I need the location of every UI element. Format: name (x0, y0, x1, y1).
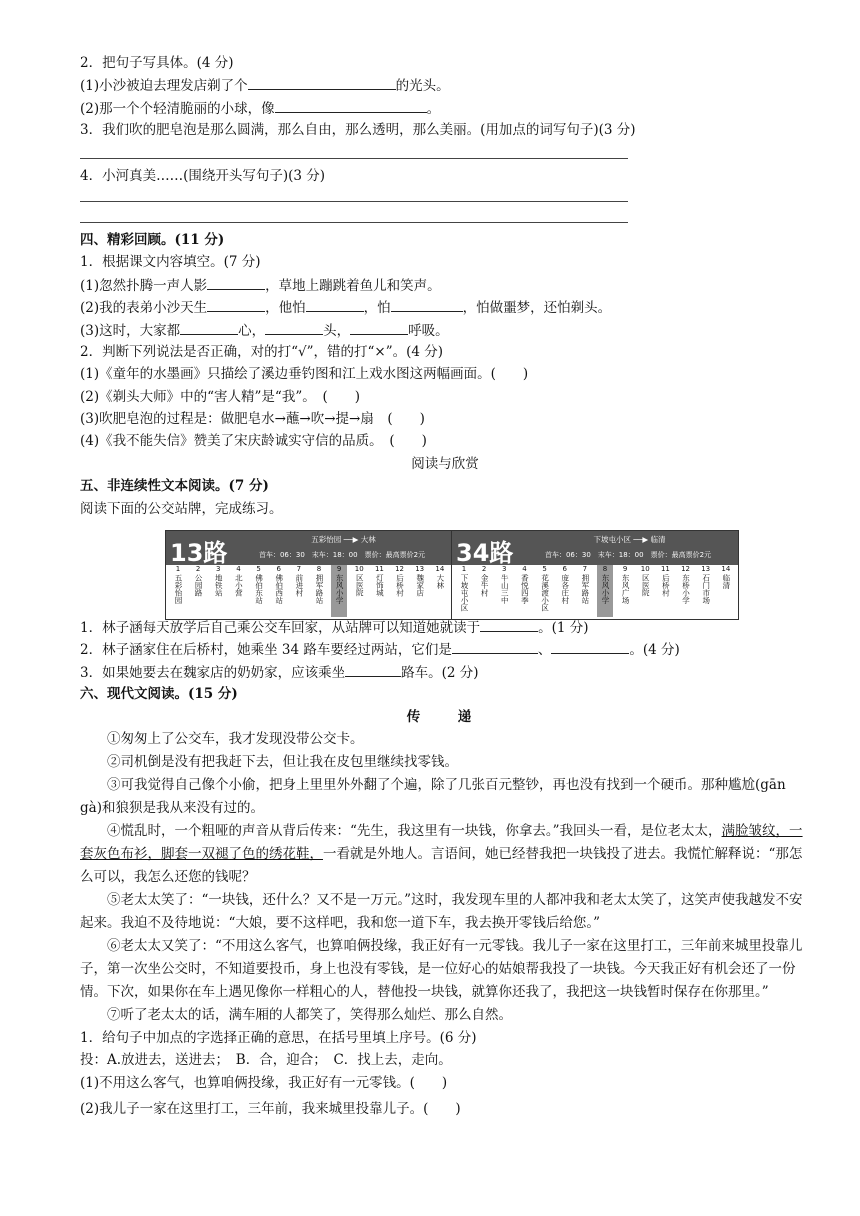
paragraph-7: ⑦听了老太太的话，满车厢的人都笑了，笑得那么灿烂、那么自然。 (107, 1006, 512, 1023)
bus-stop (617, 565, 633, 617)
stop-name: 香悦四季 (520, 574, 530, 604)
q2-s1-prefix: (1)小沙被迫去理发店剃了个 (80, 78, 248, 95)
stop-name: 东风广场 (621, 574, 631, 604)
stop-name: 前进村 (294, 574, 304, 597)
bus-stop (698, 565, 714, 617)
stop-name: 佛伯西站 (274, 574, 284, 604)
stop-name: 佛伯东站 (254, 574, 264, 604)
s4-q2: 2．判断下列说法是否正确，对的打“√”，错的打“×”。(4 分) (80, 343, 444, 360)
bus-stop (678, 565, 694, 617)
paragraph-4 (80, 820, 810, 889)
q2-s2-suffix: 。 (426, 100, 441, 117)
bus-stop (351, 565, 367, 617)
judge-2[interactable]: (2)《剃头大师》中的“害人精”是“我”。 ( ) (80, 388, 361, 405)
stop-name: 金牛村 (480, 574, 490, 597)
answer-blank[interactable] (180, 319, 238, 335)
stop-number: 6 (562, 565, 567, 573)
stop-number: 5 (256, 565, 261, 573)
stop-list (456, 565, 734, 617)
s6-options: 投：A.放进去，送进去； B．合，迎合； C．找上去，走向。 (80, 1052, 452, 1069)
q-text: 1．林子涵每天放学后自己乘公交车回家，从站牌可以知道她就读于 (80, 620, 481, 637)
judge-4[interactable]: (4)《我不能失信》赞美了宋庆龄诚实守信的品质。 ( ) (80, 433, 427, 450)
bus-stop (657, 565, 673, 617)
stop-name: 石门市场 (701, 574, 711, 604)
fill-text: ，怕 (363, 300, 391, 317)
answer-blank[interactable] (275, 97, 427, 113)
q-text: 3．如果她要去在魏家店的奶奶家，应该乘坐 (80, 664, 346, 681)
bus-stop (371, 565, 387, 617)
route-info: 首车：06：30 末车：18：00 票价：最高票价2元 (544, 551, 712, 559)
stop-number: 8 (316, 565, 322, 573)
stop-name: 拥军路站 (314, 574, 324, 604)
s4-fill-3 (80, 319, 810, 341)
stop-name: 拥军路站 (580, 574, 590, 604)
bus-board-34 (451, 530, 739, 620)
board-header (166, 531, 452, 565)
fill-text: ，草地上蹦跳着鱼儿和笑声。 (265, 277, 441, 294)
fill-text: (2)我的表弟小沙天生 (80, 300, 208, 317)
stop-number: 6 (276, 565, 281, 573)
stop-name: 东桥小学 (681, 574, 691, 604)
q2-sentence-1 (80, 74, 810, 96)
q-text: 。(4 分) (629, 642, 680, 659)
stop-number: 14 (721, 565, 731, 573)
fill-text: 心， (238, 322, 266, 339)
s5-q3 (80, 661, 810, 683)
answer-blank[interactable] (207, 274, 265, 290)
stop-name: 后桥村 (395, 574, 405, 597)
stop-number: 2 (481, 565, 487, 573)
stop-number: 7 (296, 565, 302, 573)
stop-number: 4 (236, 565, 241, 573)
bus-stop (496, 565, 512, 617)
route-number: 13路 (170, 539, 228, 567)
answer-line[interactable] (80, 142, 628, 159)
bus-stop (537, 565, 553, 617)
s4-q1: 1．根据课文内容填空。(7 分) (80, 254, 261, 271)
q-text: 路车。(2 分) (401, 664, 479, 681)
bus-stop (331, 565, 347, 617)
s4-fill-2 (80, 296, 810, 318)
bus-stop (392, 565, 408, 617)
q2-s2-prefix: (2)那一个个轻清脆丽的小球，像 (80, 100, 275, 117)
stop-name: 下坡屯小区 (460, 574, 469, 612)
answer-blank[interactable] (391, 296, 463, 312)
bus-stop (577, 565, 593, 617)
stop-name: 地铁站 (214, 574, 224, 597)
answer-blank[interactable] (551, 638, 629, 654)
stop-list (170, 565, 448, 617)
bus-stop (311, 565, 327, 617)
stop-name: 东风小学 (600, 574, 610, 604)
q3-title: 3．我们吹的肥皂泡是那么圆满，那么自由，那么透明，那么美丽。(用加点的词写句子)(3 分) (80, 122, 636, 139)
paragraph-3: ③可我觉得自己像个小偷，把身上里里外外翻了个遍，除了几张百元整钞，再也没有找到一个硬币。那种尴尬(gān gà)和狼狈是我从来没有过的。 (80, 776, 800, 816)
bus-stop (291, 565, 307, 617)
stop-name: 区医院 (641, 574, 651, 597)
bus-stop-boards (165, 530, 765, 620)
stop-number: 1 (461, 565, 467, 573)
bus-stop (718, 565, 734, 617)
stop-number: 1 (175, 565, 181, 573)
stop-name: 大林 (435, 574, 445, 589)
answer-blank[interactable] (452, 638, 538, 654)
bus-stop (170, 565, 186, 617)
bus-stop (230, 565, 246, 617)
stop-name: 临清 (721, 574, 731, 589)
stop-name: 魏家店 (415, 574, 425, 597)
stop-number: 10 (640, 565, 650, 573)
stop-number: 9 (622, 565, 628, 573)
stop-number: 3 (216, 565, 221, 573)
answer-blank[interactable] (265, 319, 323, 335)
stop-number: 9 (336, 565, 342, 573)
answer-line[interactable] (80, 187, 628, 202)
stop-number: 14 (435, 565, 445, 573)
story-title: 传 递 (406, 708, 484, 725)
stop-number: 3 (502, 565, 507, 573)
q2-s1-suffix: 的光头。 (395, 78, 450, 95)
stop-name: 后桥村 (661, 574, 671, 597)
bus-stop (251, 565, 267, 617)
stop-number: 10 (354, 565, 364, 573)
bus-stop (271, 565, 287, 617)
bus-stop (412, 565, 428, 617)
stop-name: 五彩怡园 (174, 574, 183, 604)
route-direction: 下坡屯小区 ──▶ 临清 (593, 535, 666, 544)
stop-number: 11 (374, 565, 384, 573)
stop-name: 区医院 (355, 574, 365, 597)
paragraph-5: ⑤老太太笑了：“一块钱，还什么？又不是一万元。”这时，我发现车里的人都冲我和老太太笑了，这笑声使我越发不安起来。我迫不及待地说：“大娘，要不这样吧，我和您一道下车，我去换开零钱后给您。” (80, 891, 803, 931)
section-4-title: 四、精彩回顾。(11 分) (80, 231, 225, 248)
stop-number: 12 (681, 565, 690, 573)
q-text: 2．林子涵家住在后桥村，她乘坐 34 路车要经过两站，它们是 (80, 642, 452, 659)
bus-stop (557, 565, 573, 617)
q4-title: 4．小河真美……(围绕开头写句子)(3 分) (80, 167, 326, 184)
fill-text: (3)这时，大家都 (80, 322, 181, 339)
s5-q2 (80, 638, 810, 660)
answer-blank[interactable] (248, 74, 396, 90)
s5-intro: 阅读下面的公交站牌，完成练习。 (80, 500, 283, 517)
route-number: 34路 (456, 539, 514, 567)
judge-1[interactable]: (1)《童年的水墨画》只描绘了溪边垂钓图和江上戏水图这两幅画面。( ) (80, 366, 529, 383)
fill-text: 头， (323, 322, 351, 339)
q2-sentence-2 (80, 97, 810, 119)
answer-blank[interactable] (306, 296, 364, 312)
p4-text: 一看就是外地人。言语间，她已经替我把一块钱投了进去。我慌忙解释说：“那怎么可以，我怎么还您的钱呢？ (80, 845, 803, 885)
fill-text: ，他怕 (265, 300, 306, 317)
stop-number: 4 (522, 565, 527, 573)
stop-name: 灯饰城 (375, 574, 385, 597)
s6-sentence-2[interactable]: (2)我儿子一家在这里打工，三年前，我来城里投靠儿子。( ) (80, 1101, 461, 1118)
bus-board-13 (165, 530, 453, 620)
stop-number: 13 (701, 565, 711, 573)
board-header (452, 531, 738, 565)
bus-stop (432, 565, 448, 617)
section-5-title: 五、非连续性文本阅读。(7 分) (80, 478, 269, 495)
fill-text: ，怕做噩梦，还怕剃头。 (462, 300, 612, 317)
s6-q1: 1．给句子中加点的字选择正确的意思，在括号里填上序号。(6 分) (80, 1029, 477, 1046)
route-info: 首车：06：30 末车：18：00 票价：最高票价2元 (258, 551, 426, 559)
bus-stop (210, 565, 226, 617)
s4-fill-1 (80, 274, 810, 296)
stop-number: 5 (542, 565, 547, 573)
stop-name: 庞各庄村 (560, 574, 570, 604)
stop-name: 牛山三中 (500, 574, 510, 604)
answer-blank[interactable] (350, 319, 408, 335)
stop-number: 2 (195, 565, 201, 573)
bus-stop (516, 565, 532, 617)
judge-3[interactable]: (3)吹肥皂泡的过程是：做肥皂水→蘸→吹→提→扇 ( ) (80, 411, 425, 428)
s6-sentence-1[interactable]: (1)不用这么客气，也算咱俩投缘，我正好有一元零钱。( ) (80, 1074, 448, 1091)
answer-blank[interactable] (207, 296, 265, 312)
q2-title: 2．把句子写具体。(4 分) (80, 55, 234, 71)
stop-number: 13 (415, 565, 425, 573)
bus-stop (456, 565, 472, 617)
answer-line[interactable] (80, 202, 628, 223)
stop-name: 东风小学 (335, 574, 345, 604)
bus-stop (476, 565, 492, 617)
q-text: 。(1 分) (538, 620, 589, 637)
route-direction: 五彩怡园 ──▶ 大林 (311, 535, 376, 544)
q-text: 、 (537, 642, 552, 659)
stop-number: 8 (602, 565, 608, 573)
bus-stop (190, 565, 206, 617)
fill-text: 呼吸。 (408, 322, 449, 339)
stop-name: 公园路 (194, 574, 204, 597)
reading-header: 阅读与欣赏 (411, 455, 479, 472)
stop-number: 12 (395, 565, 404, 573)
paragraph-1: ①匆匆上了公交车，我才发现没带公交卡。 (107, 730, 364, 747)
stop-number: 11 (660, 565, 670, 573)
p4-text: ④慌乱时，一个粗哑的声音从背后传来：“先生，我这里有一块钱，你拿去。”我回头一看，是位老太太， (107, 822, 722, 839)
section-6-title: 六、现代文阅读。(15 分) (80, 686, 238, 703)
bus-stop (637, 565, 653, 617)
stop-name: 北小营 (234, 574, 244, 597)
fill-text: (1)忽然扑腾一声人影 (80, 277, 208, 294)
paragraph-6: ⑥老太太又笑了：“不用这么客气，也算咱俩投缘，我正好有一元零钱。我儿子一家在这里打工，三年前来城里投靠儿子，第一次坐公交时，不知道要投币，身上也没有零钱，是一位好心的姑娘帮我投了一块钱。今天我正好有机会还了一份情。下次，如果你在车上遇见像你一样粗心的人，替他投一块钱，就算你还我了，我把这一块钱暂时保存在你那里。” (80, 937, 803, 1000)
stop-name: 花溪渡小区 (540, 574, 550, 612)
answer-blank[interactable] (345, 661, 401, 677)
bus-stop (597, 565, 613, 617)
stop-number: 7 (582, 565, 588, 573)
paragraph-2: ②司机倒是没有把我赶下去，但让我在皮包里继续找零钱。 (107, 753, 458, 770)
p4-underlined: 满脸皱纹，一套灰色布衫，脚套一双褪了色的绣花鞋， (80, 822, 803, 862)
